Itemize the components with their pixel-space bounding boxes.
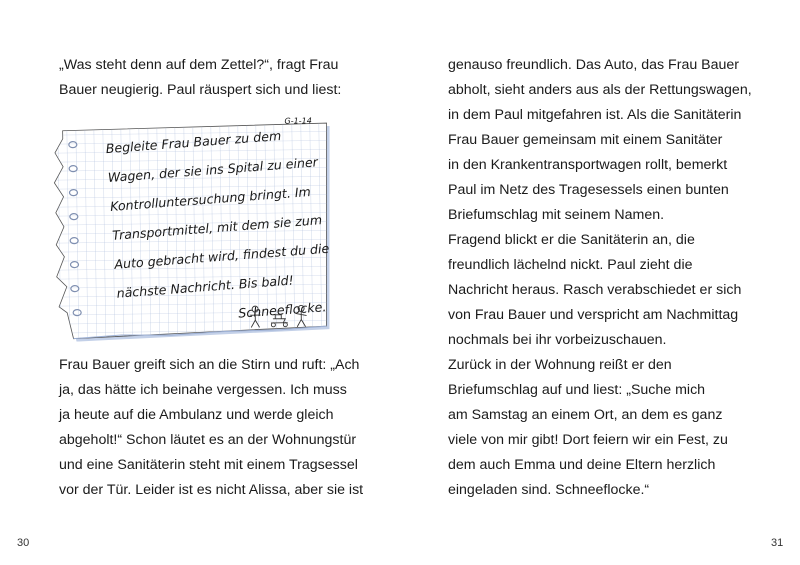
text-line: genauso freundlich. Das Auto, das Frau Bauer bbox=[448, 57, 740, 73]
left-page-bottom-paragraph bbox=[59, 353, 363, 503]
text-line: vor der Tür. Leider ist es nicht Alissa, aber sie ist bbox=[59, 482, 364, 498]
note-line: Begleite Frau Bauer zu dem bbox=[105, 127, 282, 157]
note-code: G-1-14 bbox=[284, 116, 312, 126]
text-line: „Was steht denn auf dem Zettel?“, fragt Frau bbox=[59, 57, 339, 73]
text-line: nochmals bei ihr vorbeizuschauen. bbox=[448, 332, 667, 348]
text-line: Frau Bauer gemeinsam mit einem Sanitäter bbox=[448, 132, 723, 148]
text-line: Bauer neugierig. Paul räuspert sich und liest: bbox=[59, 82, 342, 98]
text-line: Frau Bauer greift sich an die Stirn und ruft: „Ach bbox=[59, 357, 360, 373]
text-line: Briefumschlag auf und liest: „Suche mich bbox=[448, 382, 706, 398]
note-line: Transportmittel, mit dem sie zum bbox=[111, 212, 323, 243]
text-line: in dem Paul mitgefahren ist. Als die Sanitäterin bbox=[448, 107, 742, 123]
text-line: Briefumschlag mit seinem Namen. bbox=[448, 207, 665, 223]
text-line: abholt, sieht anders aus als der Rettungswagen, bbox=[448, 82, 752, 98]
left-page-top-paragraph bbox=[59, 53, 341, 103]
note-line: Wagen, der sie ins Spital zu einer bbox=[107, 154, 319, 186]
text-line: Fragend blickt er die Sanitäterin an, die bbox=[448, 232, 695, 248]
note-signature: Schneeflocke. bbox=[237, 299, 327, 321]
right-page-text bbox=[448, 53, 752, 503]
note-line: nächste Nachricht. Bis bald! bbox=[116, 272, 295, 301]
text-line: am Samstag an einem Ort, an dem es ganz bbox=[448, 407, 723, 423]
text-line: freundlich lächelnd nickt. Paul zieht die bbox=[448, 257, 693, 273]
text-line: Paul im Netz des Tragesessels einen bunten bbox=[448, 182, 729, 198]
text-line: in den Krankentransportwagen rollt, bemerkt bbox=[448, 157, 728, 173]
text-line: und eine Sanitäterin steht mit einem Tragsessel bbox=[59, 457, 358, 473]
page-number-right: 31 bbox=[771, 537, 784, 549]
snowflake-figures-doodle bbox=[245, 302, 315, 329]
text-line: von Frau Bauer und verspricht am Nachmittag bbox=[448, 307, 739, 323]
text-line: ja heute auf die Ambulanz und werde gleich bbox=[59, 407, 334, 423]
text-line: abgeholt!“ Schon läutet es an der Wohnungstür bbox=[59, 432, 357, 448]
text-line: ja, das hätte ich beinahe vergessen. Ich muss bbox=[59, 382, 347, 398]
note-line: Auto gebracht wird, findest du die bbox=[113, 240, 330, 272]
text-line: eingeladen sind. Schneeflocke.“ bbox=[448, 482, 650, 498]
handwritten-note bbox=[48, 113, 333, 342]
text-line: Zurück in der Wohnung reißt er den bbox=[448, 357, 672, 373]
text-line: Nachricht heraus. Rasch verabschiedet er sich bbox=[448, 282, 742, 298]
page-number-left: 30 bbox=[17, 537, 30, 549]
text-line: dem auch Emma und deine Eltern herzlich bbox=[448, 457, 716, 473]
text-line: viele von mir gibt! Dort feiern wir ein Fest, zu bbox=[448, 432, 728, 448]
note-line: Kontrolluntersuchung bringt. Im bbox=[109, 183, 312, 214]
